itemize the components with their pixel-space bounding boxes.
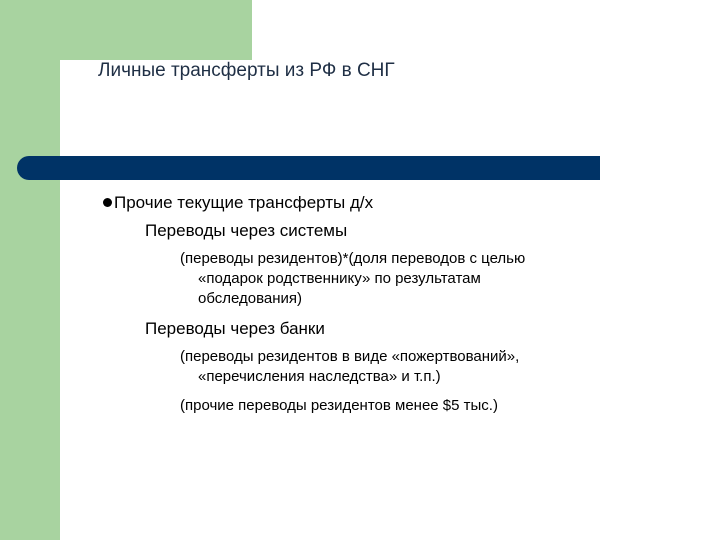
subitem-systems-note-line3: обследования): [198, 290, 303, 307]
subitem-banks-note-line3: (прочие переводы резидентов менее $5 тыс.): [180, 397, 498, 414]
bullet-item-level1: [103, 193, 373, 213]
bullet-item-text: Прочие текущие трансферты д/х: [114, 193, 374, 212]
title-divider-bar: [17, 156, 600, 180]
slide-title: Личные трансферты из РФ в СНГ: [98, 60, 395, 81]
green-top-band: [60, 0, 252, 60]
subitem-systems: Переводы через системы: [145, 221, 348, 240]
subitem-banks-note-line2: «перечисления наследства» и т.п.): [198, 368, 441, 385]
green-sidebar-band: [0, 0, 60, 540]
subitem-systems-note-line2: «подарок родственнику» по результатам: [198, 270, 481, 287]
slide-content-area: [60, 60, 720, 540]
subitem-systems-note-line1: (переводы резидентов)*(доля переводов с целью: [180, 250, 526, 267]
subitem-banks: Переводы через банки: [145, 319, 325, 338]
subitem-banks-note-line1: (переводы резидентов в виде «пожертвований»,: [180, 348, 520, 365]
bullet-dot-icon: [103, 198, 112, 207]
